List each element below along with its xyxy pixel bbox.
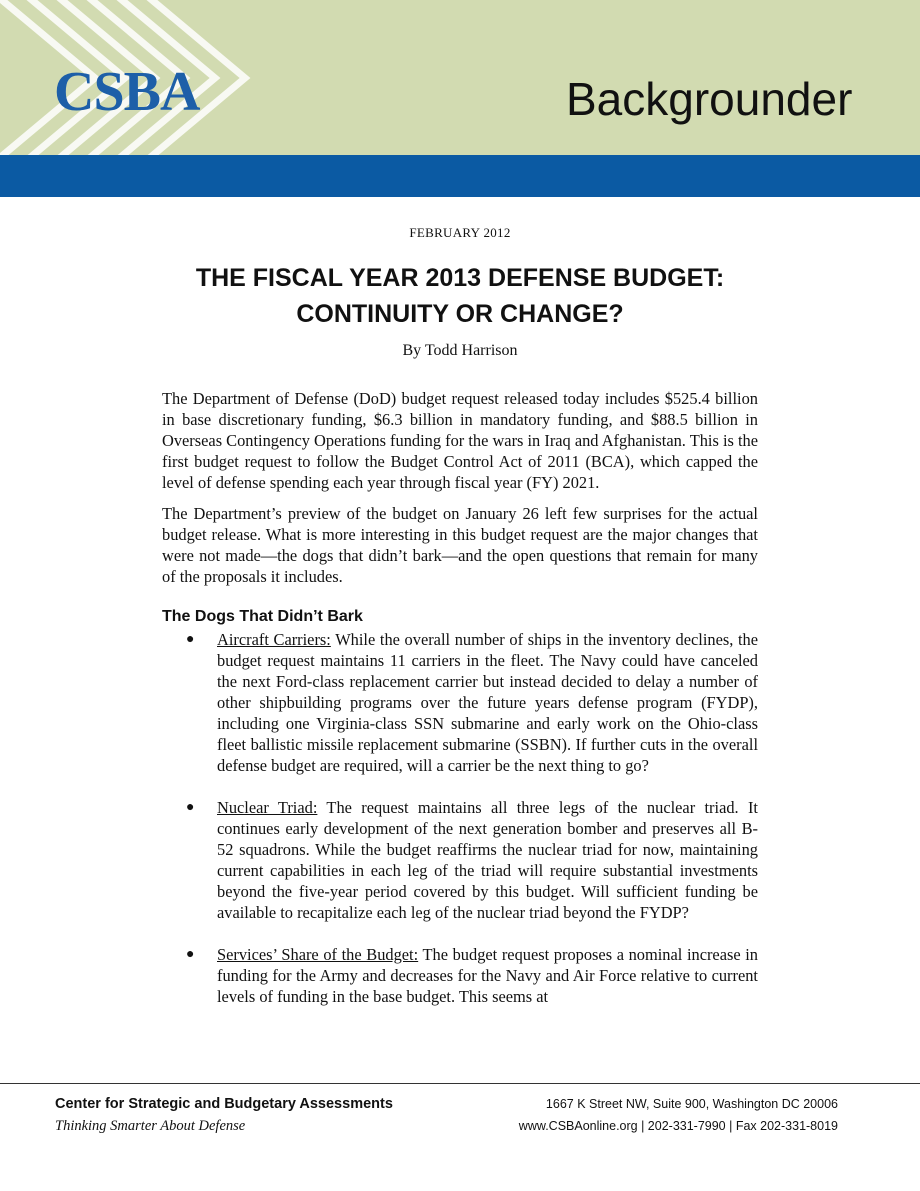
bullet-item [162,629,758,776]
bullet-text: The budget request proposes a nominal increase in funding for the Army and decreases for the Navy and Air Force relative to current levels of funding in the base budget. This seems at [217,945,758,1006]
page-header [0,0,920,197]
footer-address: 1667 K Street NW, Suite 900, Washington DC 20006 [545,1097,838,1111]
header-green-band [0,0,920,155]
footer-contact: www.CSBAonline.org | 202-331-7990 | Fax 202-331-8019 [518,1119,838,1133]
footer-divider [0,1083,920,1084]
paragraph: The Department of Defense (DoD) budget request released today includes $525.4 billion in base discretionary funding, $6.3 billion in mandatory funding, and $88.5 billion in Overseas Contingency Operations funding for the wars in Iraq and Afghanistan. This is the first budget request to follow the Budget Control Act of 2011 (BCA), which capped the level of defense spending each year through fiscal year (FY) 2021. [162,389,759,492]
csba-logo: CSBA [54,61,200,123]
bullet-dot-icon: ● [186,947,195,962]
title-line-2: CONTINUITY OR CHANGE? [296,300,624,328]
bullet-label: Nuclear Triad: [217,798,318,817]
bullet-dot-icon: ● [186,632,195,647]
bullet-dot-icon: ● [186,800,195,815]
bullet-item [162,944,758,1007]
bullet-list [162,629,758,1007]
bullet-text: The request maintains all three legs of the nuclear triad. It continues early development of the next generation bomber and preserves all B-52 squadrons. While the budget reaffirms the nuclear triad for now, maintaining current capabilities in each leg of the triad will require substantial investments beyond the five-year period covered by this budget. Will sufficient funding be available to recapitalize each leg of the nuclear triad beyond the FYDP? [217,798,758,922]
page-title [160,260,760,332]
paragraph: The Department’s preview of the budget on January 26 left few surprises for the actual budget release. What is more interesting in this budget request are the major changes that were not made—the dogs that didn’t bark—and the open questions that remain for many of the proposals it includes. [162,504,758,586]
header-blue-band [0,155,920,197]
publication-date: FEBRUARY 2012 [409,225,511,240]
author-byline: By Todd Harrison [402,342,518,359]
bullet-item [162,797,758,923]
footer-org-name: Center for Strategic and Budgetary Assessments [55,1096,393,1112]
page-footer [0,1083,920,1191]
footer-tagline: Thinking Smarter About Defense [55,1118,246,1134]
bullet-label: Aircraft Carriers: [217,630,331,649]
section-heading: The Dogs That Didn’t Bark [162,608,363,625]
doc-type-label: Backgrounder [566,73,853,125]
title-line-1: THE FISCAL YEAR 2013 DEFENSE BUDGET: [195,264,725,292]
bullet-label: Services’ Share of the Budget: [217,945,419,964]
body-text [162,388,758,1028]
bullet-text: While the overall number of ships in the inventory declines, the budget request maintains 11 carriers in the fleet. The Navy could have canceled the next Ford-class replacement carrier but instead decided to delay a number of other shipbuilding programs over the future years defense program (FYDP), including one Virginia-class SSN submarine and early work on the Ohio-class fleet ballistic missile replacement submarine (SSBN). If further cuts in the overall defense budget are required, will a carrier be the next thing to go? [217,630,758,775]
